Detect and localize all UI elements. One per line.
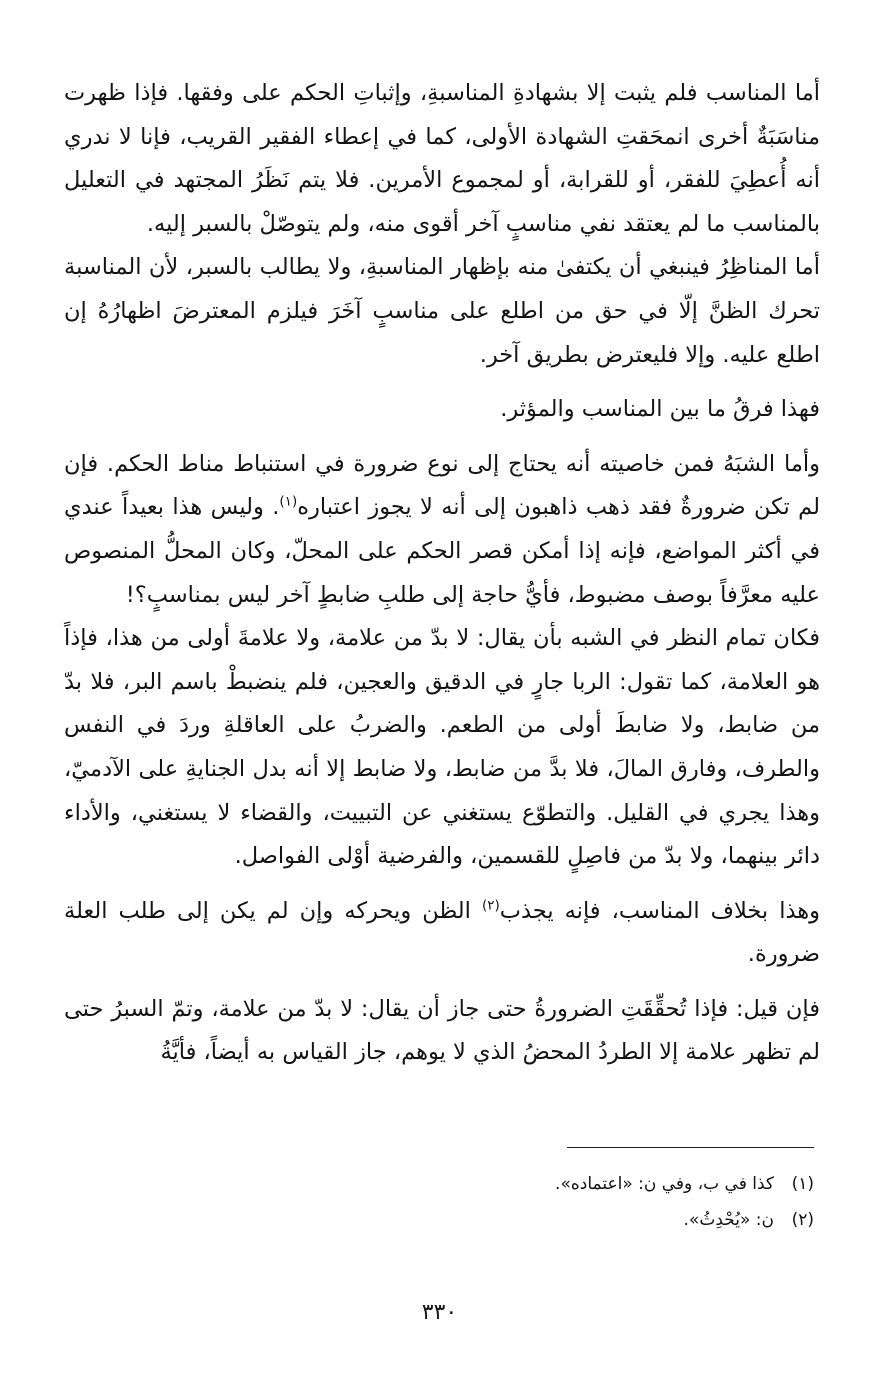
page-number: ٣٣٠ <box>421 1300 458 1325</box>
paragraph-2: أما المناظِرُ فينبغي أن يكتفىٰ منه بإظهار المناسبةِ، ولا يطالب بالسبر، لأن المناسبة تحرك الظنَّ إلّا في حق من اطلع على مناسبٍ آخَرَ فيلزم المعترضَ اظهارُهُ إن اطلع عليه. وإلا فليعترض بطريق آخر. <box>64 254 820 368</box>
paragraph-6 <box>64 890 820 977</box>
footnote-divider <box>567 1147 814 1148</box>
footnote-text: ن: «يُحْدِثُ». <box>683 1210 774 1230</box>
paragraph-1: أما المناسب فلم يثبت إلا بشهادةِ المناسبةِ، وإثباتِ الحكم على وفقها. فإذا ظهرت مناسَبَةٌ أخرى انمحَقتِ الشهادة الأولى، كما في إعطاء الفقير القريب، فإنا لا ندري أنه أُعطِيَ للفقر، أو للقرابة، أو لمجموع الأمرين. فلا يتم نَظَرُ المجتهد في التعليل بالمناسب ما لم يعتقد نفي مناسبٍ آخر أقوى منه، ولم يتوصّلْ بالسبر إليه. <box>64 80 820 237</box>
paragraph-3: فهذا فرقُ ما بين المناسب والمؤثر. <box>500 396 820 423</box>
paragraph-6-text-b: الظن ويحركه وإن لم يكن إلى طلب العلة ضرورة. <box>64 897 820 968</box>
footnote-2 <box>300 1202 814 1238</box>
footnotes <box>300 1166 814 1238</box>
footnote-ref-2: (٢) <box>481 897 500 914</box>
paragraph-6-text-a: وهذا بخلاف المناسب، فإنه يجذب <box>499 897 820 924</box>
paragraph-4-text-a: وأما الشبَهُ فمن خاصيته أنه يحتاج إلى نوع ضرورة في استنباط مناط الحكم. فإن لم تكن ضرورةٌ فقد ذهب ذاهبون إلى أنه لا يجوز اعتباره <box>64 450 820 521</box>
paragraph-4-text-b: وليس هذا بعيداً عندي في أكثر المواضع، فإنه إذا أمكن قصر الحكم على المحلّ، وكان المحلُّ المنصوص عليه معرَّفاً بوصف مضبوط، فأيُّ حاجة إلى طلبِ ضابطٍ آخر ليس بمناسبٍ؟! <box>64 494 820 608</box>
main-text <box>64 72 820 1075</box>
footnote-ref-1: (١) <box>279 493 298 510</box>
footnote-number: (١) <box>791 1174 814 1194</box>
footnote-number: (٢) <box>791 1210 814 1230</box>
paragraph-7: فإن قيل: فإذا تُحقِّقَتِ الضرورةُ حتى جاز أن يقال: لا بدّ من علامة، وتمّ السبرُ حتى لم تظهر علامة إلا الطردُ المحضُ الذي لا يوهم، جاز القياس به أيضاً، فأيَّةُ <box>64 995 820 1066</box>
footnote-1 <box>300 1166 814 1202</box>
paragraph-4: وأما الشبَهُ فمن خاصيته أنه يحتاج إلى نوع ضرورة في استنباط مناط الحكم. فإن لم تكن ضرورةٌ فقد ذهب ذاهبون إلى أنه لا يجوز اعتباره$^{(١)}$. وليس هذا بعيداً عندي في أكثر المواضع، فإنه إذا أمكن قصر الحكم على المحلّ، وكان المحلُّ المنصوص عليه معرَّفاً بوصف مضبوط، فأيُّ حاجة إلى طلبِ ضابطٍ آخر ليس بمناسبٍ؟! <box>64 450 820 608</box>
footnote-text: كذا في ب، وفي ن: «اعتماده». <box>555 1174 774 1194</box>
paragraph-5: فكان تمام النظر في الشبه بأن يقال: لا بدّ من علامة، ولا علامةَ أولى من هذا، فإذاً هو العلامة، كما تقول: الربا جارٍ في الدقيق والعجين، فلم ينضبطْ باسم البر، فلا بدّ من ضابط، ولا ضابطَ أولى من الطعم. والضربُ على العاقلةِ وردَ في النفس والطرف، وفارق المالَ، فلا بدَّ من ضابط، ولا ضابط إلا أنه بدل الجنايةِ على الآدميّ، وهذا يجري في القليل. والتطوّع يستغني عن التبييت، والقضاء لا يستغني، والأداء دائر بينهما، ولا بدّ من فاصِلٍ للقسمين، والفرضية أوْلى الفواصل. <box>64 625 820 870</box>
